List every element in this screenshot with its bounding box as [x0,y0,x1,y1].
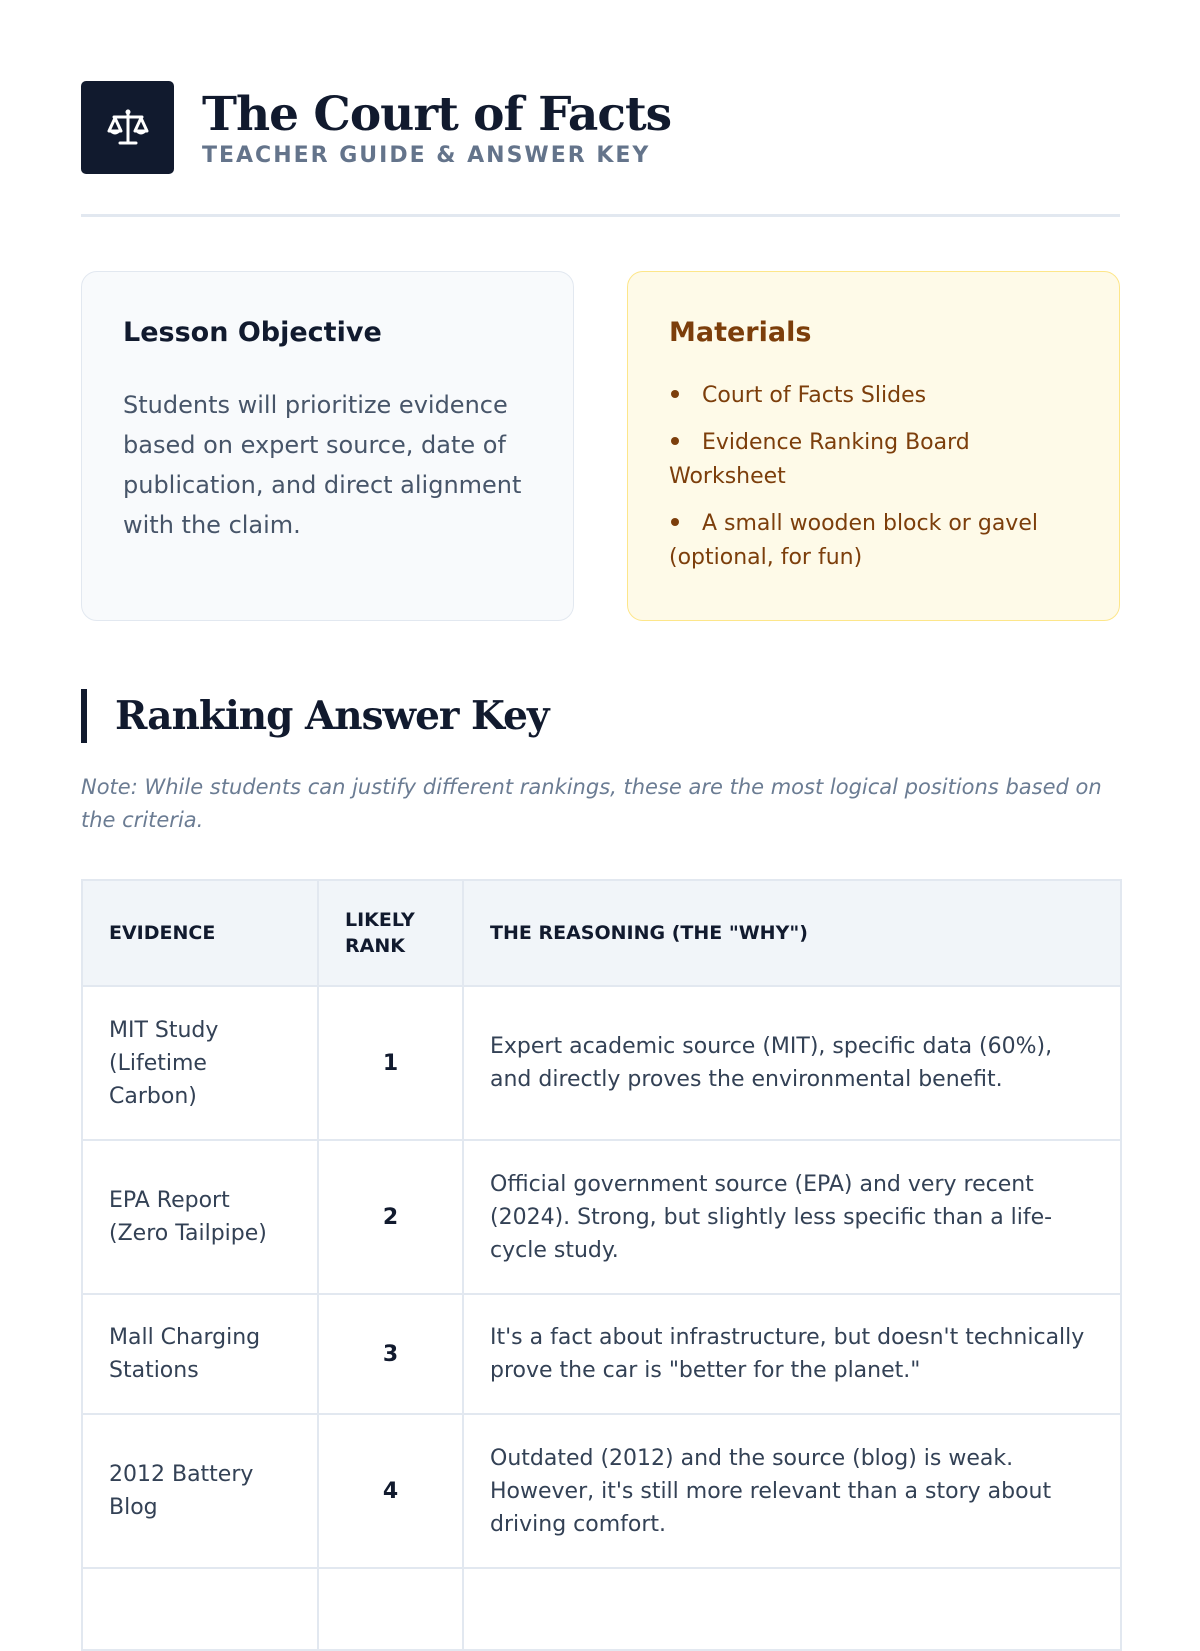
table-row [82,1140,1121,1294]
ranking-table [81,879,1122,1651]
reasoning-cell [463,1568,1121,1650]
materials-list [669,379,1079,575]
evidence-cell: Mall Charging Stations [82,1294,318,1414]
reasoning-cell: Outdated (2012) and the source (blog) is weak. However, it's still more relevant than a story about driving comfort. [463,1414,1121,1568]
rank-cell: 4 [318,1414,463,1568]
bullet-icon [671,390,679,398]
header-divider [81,214,1120,217]
bullet-icon [671,518,679,526]
reasoning-cell: It's a fact about infrastructure, but doesn't technically prove the car is "better for the planet." [463,1294,1121,1414]
rank-cell [318,1568,463,1650]
info-cards [81,271,1120,621]
header-titles [202,86,672,169]
materials-item [669,426,1079,494]
table-row [82,1568,1121,1650]
column-header-evidence: EVIDENCE [82,880,318,986]
materials-item-label: Evidence Ranking Board Worksheet [669,430,970,489]
table-row [82,986,1121,1140]
evidence-cell: EPA Report (Zero Tailpipe) [82,1140,318,1294]
rank-cell: 3 [318,1294,463,1414]
evidence-cell: MIT Study (Lifetime Carbon) [82,986,318,1140]
scale-icon [104,104,152,152]
evidence-cell: 2012 Battery Blog [82,1414,318,1568]
table-header-row [82,880,1121,986]
page-title: The Court of Facts [202,86,672,142]
lesson-objective-heading: Lesson Objective [123,317,382,348]
ranking-title: Ranking Answer Key [115,693,549,739]
materials-item [669,507,1079,575]
reasoning-cell: Official government source (EPA) and very recent (2024). Strong, but slightly less specific than a life-cycle study. [463,1140,1121,1294]
lesson-objective-text: Students will prioritize evidence based on expert source, date of publication, and direct alignment with the claim. [123,391,522,539]
rank-cell: 2 [318,1140,463,1294]
materials-card [627,271,1120,621]
page-subtitle: TEACHER GUIDE & ANSWER KEY [202,142,651,168]
column-header-reasoning: THE REASONING (THE "WHY") [463,880,1121,986]
materials-item-label: A small wooden block or gavel (optional, for fun) [669,511,1038,570]
logo [81,81,174,174]
page-header [81,81,1120,174]
materials-item [669,379,1079,413]
table-row [82,1414,1121,1568]
evidence-cell [82,1568,318,1650]
reasoning-cell: Expert academic source (MIT), specific data (60%), and directly proves the environmental benefit. [463,986,1121,1140]
rank-cell: 1 [318,986,463,1140]
ranking-section-heading [81,689,1120,743]
teacher-guide-page [81,81,1120,1651]
bullet-icon [671,437,679,445]
section-accent-bar [81,689,87,743]
column-header-rank: LIKELY RANK [318,880,463,986]
materials-item-label: Court of Facts Slides [702,383,927,408]
table-row [82,1294,1121,1414]
lesson-objective-card [81,271,574,621]
materials-heading: Materials [669,317,812,348]
ranking-note: Note: While students can justify different rankings, these are the most logical positions based on the criteria. [81,775,1102,832]
